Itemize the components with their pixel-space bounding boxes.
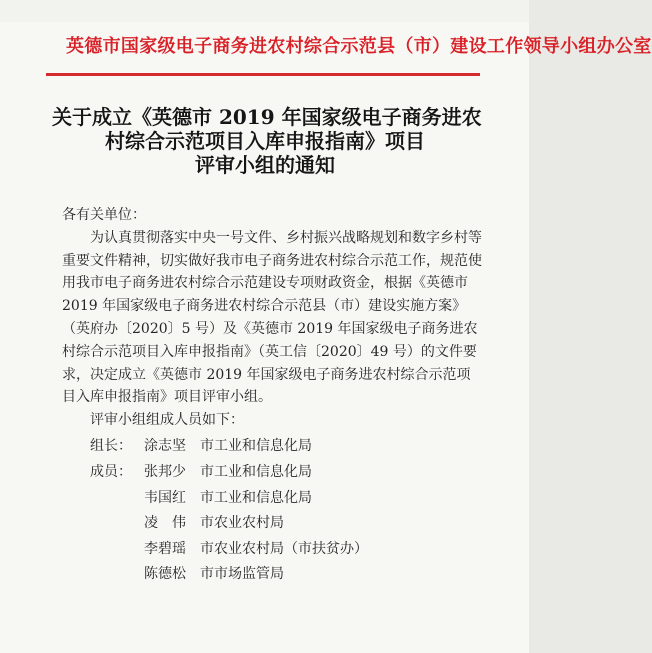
member-name: 李碧瑶 (144, 540, 186, 557)
member-row (62, 511, 482, 537)
red-header-rule (46, 73, 480, 76)
member-title: 市农业农村局（市扶贫办） (200, 540, 368, 557)
member-row (62, 562, 482, 588)
member-name: 凌 伟 (144, 515, 186, 532)
member-role: 成员： (90, 463, 132, 480)
member-row (62, 434, 482, 460)
notice-title (52, 105, 482, 177)
member-row (62, 485, 482, 511)
member-name: 涂志坚 (144, 438, 186, 455)
notice-title-line-3: 评审小组的通知 (195, 153, 335, 177)
member-row (62, 460, 482, 486)
salutation: 各有关单位： (62, 207, 146, 223)
main-paragraph: 为认真贯彻落实中央一号文件、乡村振兴战略规划和数字乡村等重要文件精神，切实做好我市电子商务进农村综合示范工作，规范使用我市电子商务进农村综合示范建设专项财政资金，根据《英德市 2019 年国家级电子商务进农村综合示范县（市）建设实施方案》（英府办〔2020〕5 号）及《英德市 2019 年国家级电子商务进农村综合示范项目入库申报指南》（英工信〔2020〕49 号）的文件要求，决定成立《英德市 2019 年国家级电子商务进农村综合示范项目入库申报指南》项目评审小组。 (62, 229, 482, 406)
notice-body (62, 204, 482, 588)
top-margin (0, 0, 529, 22)
member-name: 陈德松 (144, 566, 186, 583)
members-intro: 评审小组组成人员如下： (90, 412, 244, 429)
member-name: 张邦少 (144, 463, 186, 480)
member-name: 韦国红 (144, 489, 186, 506)
member-role: 组长： (90, 438, 132, 455)
member-title: 市农业农村局 (200, 515, 284, 532)
red-header-title: 英德市国家级电子商务进农村综合示范县（市）建设工作领导小组办公室 (66, 36, 652, 57)
member-row (62, 536, 482, 562)
notice-title-line-1: 关于成立《英德市 2019 年国家级电子商务进农 (52, 105, 482, 129)
member-title: 市工业和信息化局 (200, 489, 312, 506)
member-title: 市市场监管局 (200, 566, 284, 583)
member-title: 市工业和信息化局 (200, 463, 312, 480)
member-title: 市工业和信息化局 (200, 438, 312, 455)
notice-title-line-2: 村综合示范项目入库申报指南》项目 (105, 129, 425, 153)
